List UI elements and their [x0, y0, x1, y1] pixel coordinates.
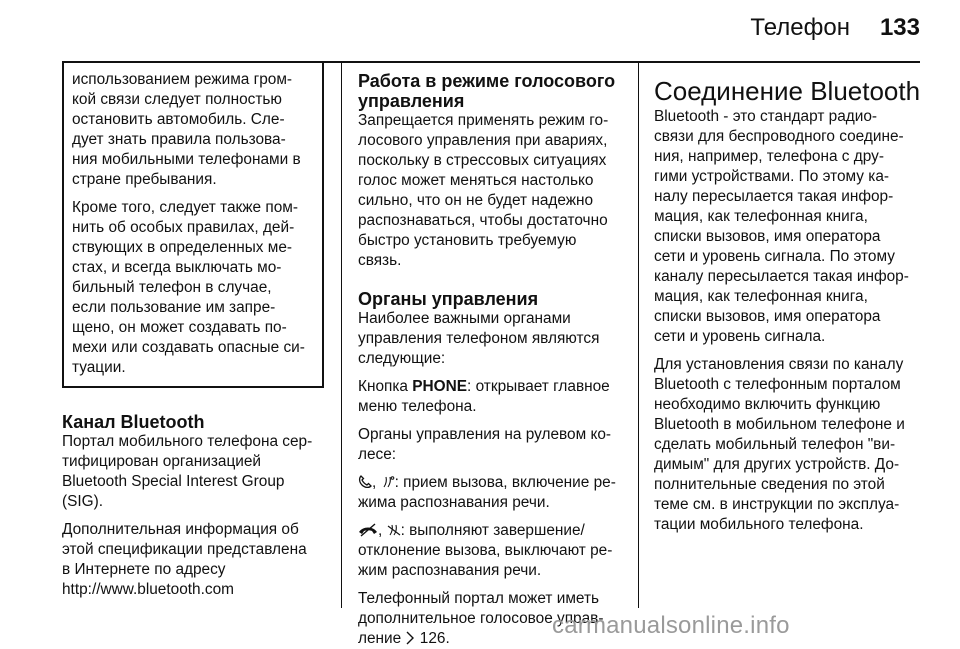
- text-line: жима распознавания речи.: [358, 494, 550, 511]
- text-line: Bluetooth в мобильном телефоне и: [654, 416, 905, 433]
- text-line: управления телефоном являются: [358, 330, 600, 347]
- text-line: Bluetooth с телефонным порталом: [654, 376, 901, 393]
- paragraph: [358, 309, 626, 369]
- text-line: стах, и всегда выключать мо-: [72, 259, 282, 276]
- text-line: остановить автомобиль. Сле-: [72, 111, 285, 128]
- text-line: стране пребывания.: [72, 171, 217, 188]
- text-line: меню телефона.: [358, 398, 477, 415]
- paragraph: [654, 355, 922, 535]
- text-line: списки вызовов, имя оператора: [654, 228, 881, 245]
- text-line: полнительные сведения по этой: [654, 476, 885, 493]
- text-line: (SIG).: [62, 493, 104, 510]
- heading-line: управления: [358, 91, 465, 111]
- text-line: использованием режима гром-: [72, 71, 293, 88]
- text-line: , : прием вызова, включение ре-: [358, 473, 626, 493]
- section-title: Телефон: [750, 14, 850, 41]
- column-3: [654, 63, 922, 608]
- heading-line: Работа в режиме голосового: [358, 71, 616, 91]
- warning-box: [62, 63, 324, 388]
- text-line: быстро установить требуемую: [358, 232, 577, 249]
- phone-button-label: PHONE: [412, 378, 468, 395]
- text-line: теме см. в инструкции по эксплуа-: [654, 496, 900, 513]
- paragraph: [62, 432, 324, 512]
- text-span: : прием вызова, включение ре-: [394, 474, 616, 491]
- text-line: туации.: [72, 359, 126, 376]
- section-heading-bluetooth-channel: Канал Bluetooth: [62, 412, 205, 432]
- paragraph: [654, 107, 922, 347]
- text-line: налу пересылается такая инфор-: [654, 188, 894, 205]
- section-heading-bluetooth-connection: Соединение Bluetooth: [654, 76, 921, 106]
- text-line: этой спецификации представлена: [62, 541, 307, 558]
- text-span: ление: [358, 630, 402, 647]
- text-line: каналу пересылается такая инфор-: [654, 268, 909, 285]
- column-divider-2: [638, 63, 639, 608]
- text-line: сильно, что он не будет надежно: [358, 192, 594, 209]
- text-line: Кроме того, следует также пом-: [72, 199, 298, 216]
- text-line: необходимо включить функцию: [654, 396, 881, 413]
- text-line: дует знать правила пользова-: [72, 131, 286, 148]
- text-line: ствующих в определенных ме-: [72, 239, 293, 256]
- page-header: [750, 14, 920, 42]
- paragraph: [358, 473, 626, 513]
- text-line: следующие:: [358, 350, 446, 367]
- text-line: в Интернете по адресу: [62, 561, 226, 578]
- text-line: Дополнительная информация об: [62, 521, 299, 538]
- text-line: связи для беспроводного соедине-: [654, 128, 904, 145]
- text-line: списки вызовов, имя оператора: [654, 308, 881, 325]
- text-line: мация, как телефонная книга,: [654, 288, 868, 305]
- text-line: Наиболее важными органами: [358, 310, 571, 327]
- voice-off-icon: [387, 523, 401, 537]
- cross-reference-arrow-icon: [405, 631, 415, 645]
- text-line: распознаваться, чтобы достаточно: [358, 212, 608, 229]
- paragraph: [358, 425, 626, 465]
- page-reference: 126.: [419, 630, 450, 647]
- text-span: : открывает главное: [467, 378, 610, 395]
- section-heading-voice-control: [358, 71, 626, 111]
- text-line: сети и уровень сигнала.: [654, 328, 826, 345]
- text-line: если пользование им запре-: [72, 299, 276, 316]
- section-heading-controls: Органы управления: [358, 289, 539, 309]
- page-number: 133: [879, 14, 920, 41]
- phone-hangup-icon: [358, 523, 378, 537]
- text-span: : выполняют завершение/: [400, 522, 585, 539]
- text-line: дополнительное голосовое управ-: [358, 610, 604, 627]
- text-line: тации мобильного телефона.: [654, 516, 864, 533]
- text-line: отклонение вызова, выключают ре-: [358, 542, 613, 559]
- phone-answer-icon: [358, 475, 372, 489]
- column-2: [358, 63, 626, 647]
- text-line: кой связи следует полностью: [72, 91, 282, 108]
- paragraph: [62, 520, 324, 600]
- warning-paragraph-1: [72, 70, 314, 190]
- paragraph: [358, 521, 626, 581]
- text-line: тифицирован организацией: [62, 453, 262, 470]
- column-1: [62, 63, 324, 608]
- text-span: Кнопка: [358, 378, 413, 395]
- text-line: лесе:: [358, 446, 397, 463]
- url-text: http://www.bluetooth.com: [62, 581, 234, 598]
- text-line: мехи или создавать опасные си-: [72, 339, 305, 356]
- text-line: [358, 377, 626, 397]
- text-line: гими устройствами. По этому ка-: [654, 168, 890, 185]
- paragraph: [358, 377, 626, 417]
- text-line: , : выполняют завершение/: [358, 521, 626, 541]
- text-line: жим распознавания речи.: [358, 562, 542, 579]
- text-line: бильный телефон в случае,: [72, 279, 272, 296]
- text-line: ния мобильными телефонами в: [72, 151, 301, 168]
- text-line: сети и уровень сигнала. По этому: [654, 248, 895, 265]
- text-line: лосового управления при авариях,: [358, 132, 608, 149]
- text-line: Портал мобильного телефона сер-: [62, 433, 313, 450]
- text-line: поскольку в стрессовых ситуациях: [358, 152, 607, 169]
- text-line: Запрещается применять режим го-: [358, 112, 609, 129]
- voice-control-icon: [381, 475, 395, 489]
- text-line: мация, как телефонная книга,: [654, 208, 868, 225]
- text-line: Органы управления на рулевом ко-: [358, 426, 612, 443]
- paragraph: [358, 111, 626, 271]
- watermark: carmanualsonline.info: [552, 612, 790, 639]
- text-line: Bluetooth - это стандарт радио-: [654, 108, 878, 125]
- text-line: связь.: [358, 252, 402, 269]
- column-divider-1: [341, 63, 342, 608]
- text-line: ния, например, телефона с дру-: [654, 148, 884, 165]
- text-line: щено, он может создавать по-: [72, 319, 287, 336]
- text-line: димым" для других устройств. До-: [654, 456, 900, 473]
- text-line: голос может меняться настолько: [358, 172, 594, 189]
- text-line: нить об особых правилах, дей-: [72, 219, 295, 236]
- warning-paragraph-2: [72, 198, 314, 378]
- text-line: Для установления связи по каналу: [654, 356, 904, 373]
- text-line: Bluetooth Special Interest Group: [62, 473, 285, 490]
- text-line: сделать мобильный телефон "ви-: [654, 436, 896, 453]
- text-line: Телефонный портал может иметь: [358, 590, 600, 607]
